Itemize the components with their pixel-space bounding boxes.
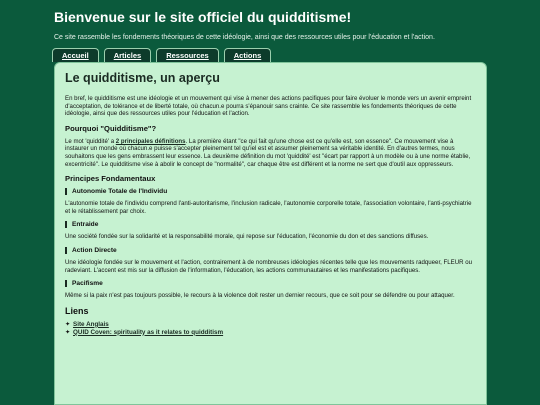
principle-text-action-directe: Une idéologie fondée sur le mouvement et l'action, contrairement à de nombreuses idéologies récentes telle que les mouvements radqueer, FLEUR ou radeviant. L'accent est mis sur la diffusion de l'information, l'éducation, les actions communautaires et les manifestations pacifiques. [65,258,472,274]
principles-heading: Principes Fondamentaux [65,174,156,184]
page-title: Le quidditisme, un aperçu [65,71,220,85]
star-bullet-icon: ✦ [65,328,71,336]
site-tagline: Ce site rassemble les fondements théoriques de cette idéologie, ainsi que des ressources utiles pour l'éducation et l'action. [54,34,435,41]
site-header [0,0,540,48]
tab-accueil[interactable]: Accueil [52,48,99,62]
star-bullet-icon: ✦ [65,320,71,328]
principle-title-action-directe: Action Directe [65,247,476,254]
main-nav [52,48,271,62]
why-text-after: . La première étant "ce qui fait qu'une chose est ce qu'elle est, son essence". Ce mouvement vise à instaurer un monde où chacun.e puisse s'accepter pleinement tel qu'iel est et assumer pleinement sa véritable identité. En d'autres termes, nous souhaitons que les gens embrassent leur essence. La deuxième définition du mot 'quiddité' est "écart par rapport à un modèle ou à une norme établie, excentricité". Le quidditisme vise à abolir le concept de "normalité", car chaque être est différent et la norme ne sert que d'outil aux oppresseurs. [65,137,471,168]
site-title: Bienvenue sur le site officiel du quidditisme! [54,9,352,25]
principle-title-entraide: Entraide [65,221,476,228]
intro-paragraph: En bref, le quidditisme est une idéologie et un mouvement qui vise à mener des actions pacifiques pour faire évoluer le monde vers un avenir empreint d'acceptation, de tolérance et de liberté totale, où chacun.e pourra s'épanouir sans crainte. Ce site rassemble les fondements théoriques de cette idéologie, ainsi que des ressources utiles pour l'éducation et l'action. [65,95,472,118]
principle-title-pacifisme: Pacifisme [65,280,476,287]
list-item [65,329,476,337]
tab-ressources[interactable]: Ressources [156,48,219,62]
definitions-link[interactable]: 2 principales définitions [115,137,186,145]
tab-actions[interactable]: Actions [224,48,272,62]
links-heading: Liens [65,305,89,316]
links-list [65,321,476,337]
why-heading: Pourquoi "Quidditisme"? [65,123,157,133]
principle-title-autonomie: Autonomie Totale de l'Individu [65,188,476,195]
link-site-anglais[interactable]: Site Anglais [73,320,109,328]
why-paragraph [65,138,476,168]
principle-text-autonomie: L'autonomie totale de l'individu comprend l'anti-autoritarisme, l'inclusion radicale, l'autonomie corporelle totale, l'association volontaire, l'anti-psychiatrie et le rétablissement par choix. [65,200,472,215]
principle-text-pacifisme: Même si la paix n'est pas toujours possible, le recours à la violence doit rester un dernier recours, que ce soit pour se défendre ou pour attaquer. [65,292,455,300]
link-quid-coven[interactable]: QUID Coven: spirituality as it relates to quidditism [73,328,224,336]
principle-text-entraide: Une société fondée sur la solidarité et la responsabilité morale, qui repose sur l'éducation, l'économie du don et des sanctions diffuses. [65,233,429,241]
list-item [65,321,476,329]
tab-articles[interactable]: Articles [104,48,152,62]
content-panel [54,62,487,405]
why-text-before: Le mot 'quiddité' a [65,137,116,145]
